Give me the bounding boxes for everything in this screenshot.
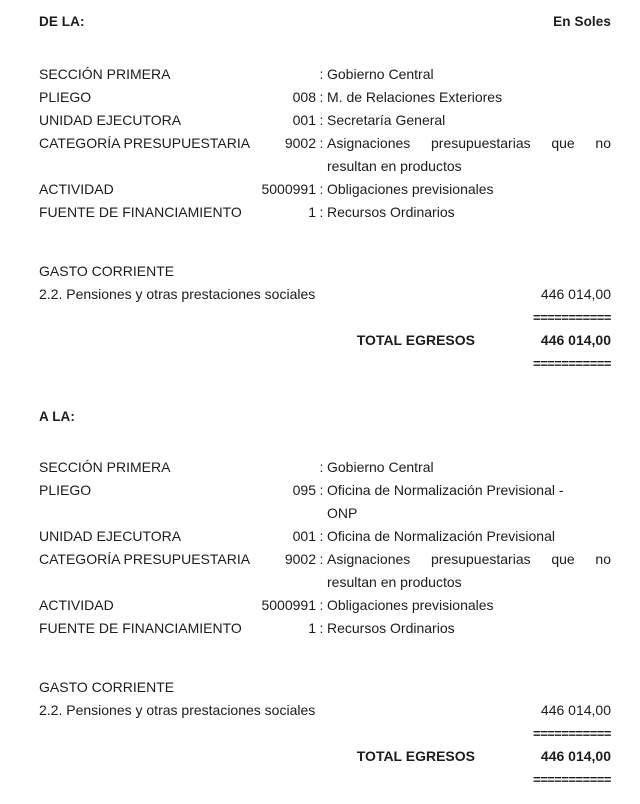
classification-value-continuation: resultan en productos bbox=[327, 574, 462, 590]
section-heading-a-la: A LA: bbox=[39, 409, 75, 424]
classification-value: Secretaría General bbox=[327, 112, 446, 128]
classification-value: Oficina de Normalización Previsional bbox=[327, 528, 555, 544]
spend-line-label: 2.2. Pensiones y otras prestaciones sociales bbox=[39, 286, 316, 302]
classification-row bbox=[39, 594, 611, 617]
classification-value: Obligaciones previsionales bbox=[327, 597, 494, 613]
classification-code: 008 bbox=[292, 89, 316, 105]
classification-label: ACTIVIDAD bbox=[39, 181, 114, 197]
classification-label: FUENTE DE FINANCIAMIENTO bbox=[39, 204, 242, 220]
classification-label: UNIDAD EJECUTORA bbox=[39, 112, 182, 128]
classification-label: ACTIVIDAD bbox=[39, 597, 114, 613]
classification-colon: : bbox=[319, 66, 324, 82]
classification-value: Gobierno Central bbox=[327, 66, 434, 82]
classification-list-de-la bbox=[39, 63, 611, 224]
classification-code: 1 bbox=[308, 204, 316, 220]
amount-rule: =========== bbox=[532, 310, 611, 325]
classification-value: Recursos Ordinarios bbox=[327, 204, 455, 220]
classification-code: 9002 bbox=[284, 135, 316, 151]
classification-value-continuation: ONP bbox=[327, 505, 358, 521]
spend-line-amount: 446 014,00 bbox=[540, 286, 611, 302]
classification-row bbox=[39, 548, 611, 594]
classification-row bbox=[39, 456, 611, 479]
classification-row bbox=[39, 132, 611, 178]
spend-title: GASTO CORRIENTE bbox=[39, 263, 175, 279]
classification-row bbox=[39, 479, 611, 525]
amount-rule: =========== bbox=[532, 726, 611, 741]
amount-rule-row bbox=[39, 306, 611, 329]
classification-colon: : bbox=[319, 112, 324, 128]
classification-row bbox=[39, 109, 611, 132]
classification-value: Recursos Ordinarios bbox=[327, 620, 455, 636]
total-label: TOTAL EGRESOS bbox=[356, 748, 475, 764]
classification-code: 001 bbox=[292, 528, 316, 544]
classification-row bbox=[39, 178, 611, 201]
classification-row bbox=[39, 63, 611, 86]
classification-label: UNIDAD EJECUTORA bbox=[39, 528, 182, 544]
classification-label: CATEGORÍA PRESUPUESTARIA bbox=[39, 135, 251, 151]
classification-colon: : bbox=[319, 482, 324, 498]
classification-code: 095 bbox=[292, 482, 316, 498]
classification-colon: : bbox=[319, 597, 324, 613]
classification-value-wrapped bbox=[327, 132, 611, 178]
total-amount: 446 014,00 bbox=[540, 332, 611, 348]
classification-label: FUENTE DE FINANCIAMIENTO bbox=[39, 620, 242, 636]
classification-value: Asignaciones presupuestarias que no bbox=[327, 551, 611, 567]
classification-row bbox=[39, 201, 611, 224]
classification-value-wrapped bbox=[327, 548, 611, 594]
classification-colon: : bbox=[319, 620, 324, 636]
classification-value: Asignaciones presupuestarias que no bbox=[327, 135, 611, 151]
classification-value: Obligaciones previsionales bbox=[327, 181, 494, 197]
classification-colon: : bbox=[319, 181, 324, 197]
classification-colon: : bbox=[319, 204, 324, 220]
classification-value: Gobierno Central bbox=[327, 459, 434, 475]
classification-colon: : bbox=[319, 89, 324, 105]
spend-line-label: 2.2. Pensiones y otras prestaciones sociales bbox=[39, 702, 316, 718]
classification-label: CATEGORÍA PRESUPUESTARIA bbox=[39, 551, 251, 567]
classification-label: SECCIÓN PRIMERA bbox=[39, 459, 171, 475]
spend-line-amount: 446 014,00 bbox=[540, 702, 611, 718]
spend-block-a-la bbox=[39, 676, 611, 791]
amount-rule-row bbox=[39, 768, 611, 791]
spend-block-de-la bbox=[39, 260, 611, 375]
classification-code: 5000991 bbox=[261, 181, 316, 197]
classification-value: Oficina de Normalización Previsional - bbox=[327, 482, 564, 498]
spend-title: GASTO CORRIENTE bbox=[39, 679, 175, 695]
spend-line bbox=[39, 283, 611, 306]
spend-line bbox=[39, 699, 611, 722]
classification-code: 5000991 bbox=[261, 597, 316, 613]
classification-row bbox=[39, 617, 611, 640]
classification-code: 001 bbox=[292, 112, 316, 128]
classification-row bbox=[39, 525, 611, 548]
classification-colon: : bbox=[319, 135, 324, 151]
classification-value-wrapped bbox=[327, 479, 611, 525]
amount-rule: =========== bbox=[532, 356, 611, 371]
classification-row bbox=[39, 86, 611, 109]
total-row bbox=[39, 329, 611, 352]
total-row bbox=[39, 745, 611, 768]
currency-note: En Soles bbox=[553, 14, 611, 29]
total-label: TOTAL EGRESOS bbox=[356, 332, 475, 348]
classification-label: PLIEGO bbox=[39, 89, 92, 105]
amount-rule-row bbox=[39, 722, 611, 745]
classification-value: M. de Relaciones Exteriores bbox=[327, 89, 503, 105]
classification-colon: : bbox=[319, 528, 324, 544]
classification-colon: : bbox=[319, 459, 324, 475]
total-amount: 446 014,00 bbox=[540, 748, 611, 764]
classification-value-continuation: resultan en productos bbox=[327, 158, 462, 174]
section-heading-de-la: DE LA: bbox=[39, 14, 85, 29]
section-header-de-la bbox=[39, 14, 611, 29]
classification-colon: : bbox=[319, 551, 324, 567]
section-header-a-la bbox=[39, 409, 611, 424]
classification-label: PLIEGO bbox=[39, 482, 92, 498]
amount-rule-row bbox=[39, 352, 611, 375]
amount-rule: =========== bbox=[532, 772, 611, 787]
classification-code: 1 bbox=[308, 620, 316, 636]
classification-label: SECCIÓN PRIMERA bbox=[39, 66, 171, 82]
classification-list-a-la bbox=[39, 456, 611, 640]
classification-code: 9002 bbox=[284, 551, 316, 567]
